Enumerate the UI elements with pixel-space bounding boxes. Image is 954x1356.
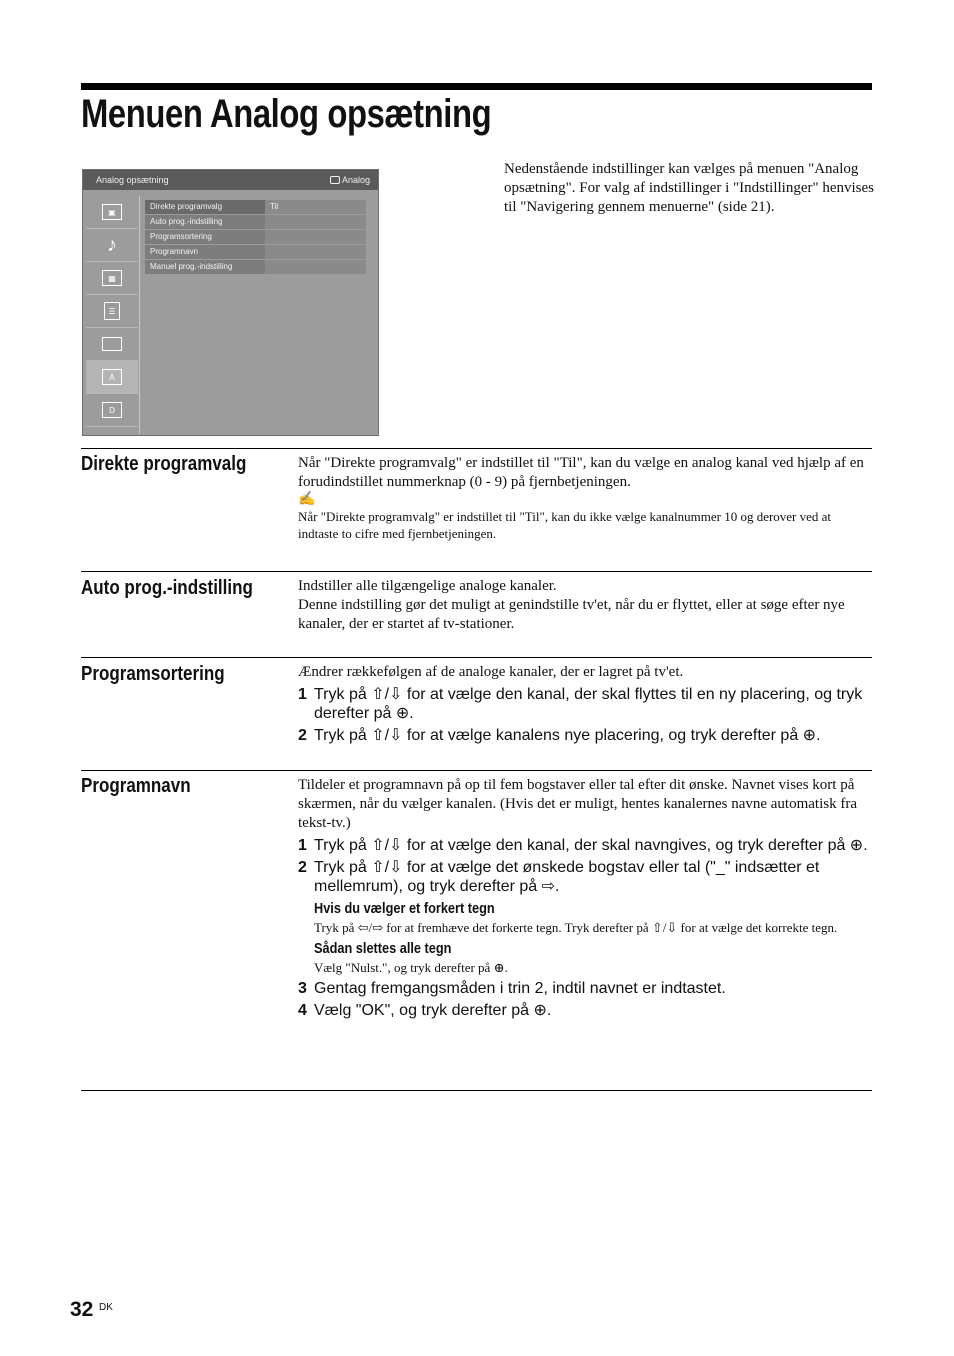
subheading-wrong-char: Hvis du vælger et forkert tegn (314, 900, 495, 917)
auto-line1: Indstiller alle tilgængelige analoge kanaler. (298, 578, 557, 594)
subtext-wrong-char: Tryk på ⇦/⇨ for at fremhæve det forkerte tegn. Tryk derefter på ⇧/⇩ for at vælge det korrekte tegn. (314, 920, 838, 935)
tv-menu-item (145, 215, 366, 229)
navn-description: Tildeler et programnavn på op til fem bogstaver eller tal efter dit ønske. Navnet vises kort på skærmen, når du vælger kanalen. (Hvis det er muligt, hentes kanalernes navne automatisk fra tekst-tv.) (298, 777, 857, 831)
tv-menu-list (145, 200, 366, 275)
tv-menu-item (145, 200, 366, 214)
intro-text: Nedenstående indstillinger kan vælges på menuen "Analog opsætning". For valg af indstillinger i "Indstillinger" henvises til "Navigering gennem menuerne" (side 21). (504, 161, 875, 215)
step-number: 2 (298, 727, 307, 744)
tv-menu-item-label: Manuel prog.-indstilling (150, 262, 233, 271)
input-icon (330, 176, 340, 184)
direkte-description: Når "Direkte programvalg" er indstillet til "Til", kan du vælge en analog kanal ved hjælp af en forudindstillet nummerknap (0 - 9) på fjernbetjeningen. (298, 455, 864, 490)
auto-line2: Denne indstilling gør det muligt at genindstille tv'et, når du er flyttet, eller at søge efter nye kanaler, der er startet af tv-stationer. (298, 597, 845, 632)
sortering-description: Ændrer rækkefølgen af de analoge kanaler, der er lagret på tv'et. (298, 664, 684, 680)
section-body-navn (298, 776, 872, 1020)
pc-icon (86, 328, 138, 361)
music-note-icon: ♪ (86, 229, 138, 262)
tv-menu-screenshot (82, 169, 379, 436)
tv-menu-item-value (265, 260, 366, 274)
step-text: Gentag fremgangsmåden i trin 2, indtil navnet er indtastet. (314, 980, 726, 997)
step-item (298, 836, 872, 855)
direkte-note: Når "Direkte programvalg" er indstillet til "Til", kan du ikke vælge kanalnummer 10 og derover ved at indtaste to cifre med fjernbetjeningen. (298, 509, 832, 541)
tv-menu-item-label: Auto prog.-indstilling (150, 217, 223, 226)
section-rule (81, 1090, 872, 1091)
step-item (298, 979, 872, 998)
tv-menu-item-label: Direkte programvalg (150, 202, 223, 211)
step-text: Vælg "OK", og tryk derefter på ⊕. (314, 1002, 552, 1019)
step-item (298, 685, 872, 723)
section-body-direkte (298, 454, 872, 542)
tv-menu-item (145, 245, 366, 259)
page-title: Menuen Analog opsætning (81, 92, 492, 136)
section-heading-auto: Auto prog.-indstilling (81, 577, 253, 599)
step-number: 4 (298, 1002, 307, 1019)
tv-menu-item-value (265, 230, 366, 244)
step-number: 2 (298, 859, 307, 876)
digital-setup-icon: D (86, 394, 138, 427)
tv-menu-mode (330, 175, 370, 185)
note-pencil-icon: ✍ (298, 492, 316, 507)
step-number: 1 (298, 686, 307, 703)
title-rule (81, 83, 872, 90)
section-heading-sortering: Programsortering (81, 663, 225, 685)
step-item (298, 1001, 872, 1020)
tv-menu-item-value: Til (265, 200, 366, 214)
section-heading-navn: Programnavn (81, 775, 191, 797)
step-text: Tryk på ⇧/⇩ for at vælge den kanal, der skal navngives, og tryk derefter på ⊕. (314, 837, 868, 854)
tv-menu-mode-label: Analog (341, 175, 370, 185)
section-body-auto (298, 577, 872, 634)
tv-menu-item-value (265, 215, 366, 229)
tv-menu-item-label: Programsortering (150, 232, 212, 241)
tv-menu-header (83, 170, 378, 190)
section-heading-direkte: Direkte programvalg (81, 453, 247, 475)
page-language: DK (99, 1302, 113, 1313)
tv-menu-item-label: Programnavn (150, 247, 199, 256)
channel-icon: ▦ (86, 262, 138, 295)
analog-setup-icon: A (86, 361, 138, 394)
tv-menu-item (145, 230, 366, 244)
step-text: Tryk på ⇧/⇩ for at vælge det ønskede bogstav eller tal ("_" indsætter et mellemrum), og tryk derefter på ⇨. (314, 859, 820, 895)
section-rule (81, 657, 872, 658)
section-body-sortering (298, 663, 872, 745)
step-number: 3 (298, 980, 307, 997)
step-text: Tryk på ⇧/⇩ for at vælge den kanal, der skal flyttes til en ny placering, og tryk derefter på ⊕. (314, 686, 863, 722)
tv-menu-item-value (265, 245, 366, 259)
subtext-delete-all: Vælg "Nulst.", og tryk derefter på ⊕. (314, 960, 508, 975)
picture-icon: ▣ (86, 196, 138, 229)
section-rule (81, 770, 872, 771)
step-item (298, 726, 872, 745)
tv-menu-item (145, 260, 366, 274)
tv-menu-title: Analog opsætning (96, 175, 169, 185)
page-number: 32 (70, 1298, 94, 1321)
section-rule (81, 448, 872, 449)
step-text: Tryk på ⇧/⇩ for at vælge kanalens nye placering, og tryk derefter på ⊕. (314, 727, 821, 744)
tv-menu-divider (139, 196, 140, 434)
tv-menu-sidebar (86, 196, 138, 434)
subheading-delete-all: Sådan slettes alle tegn (314, 940, 452, 957)
step-number: 1 (298, 837, 307, 854)
step-item (298, 858, 872, 896)
section-rule (81, 571, 872, 572)
list-icon: ☰ (86, 295, 138, 328)
